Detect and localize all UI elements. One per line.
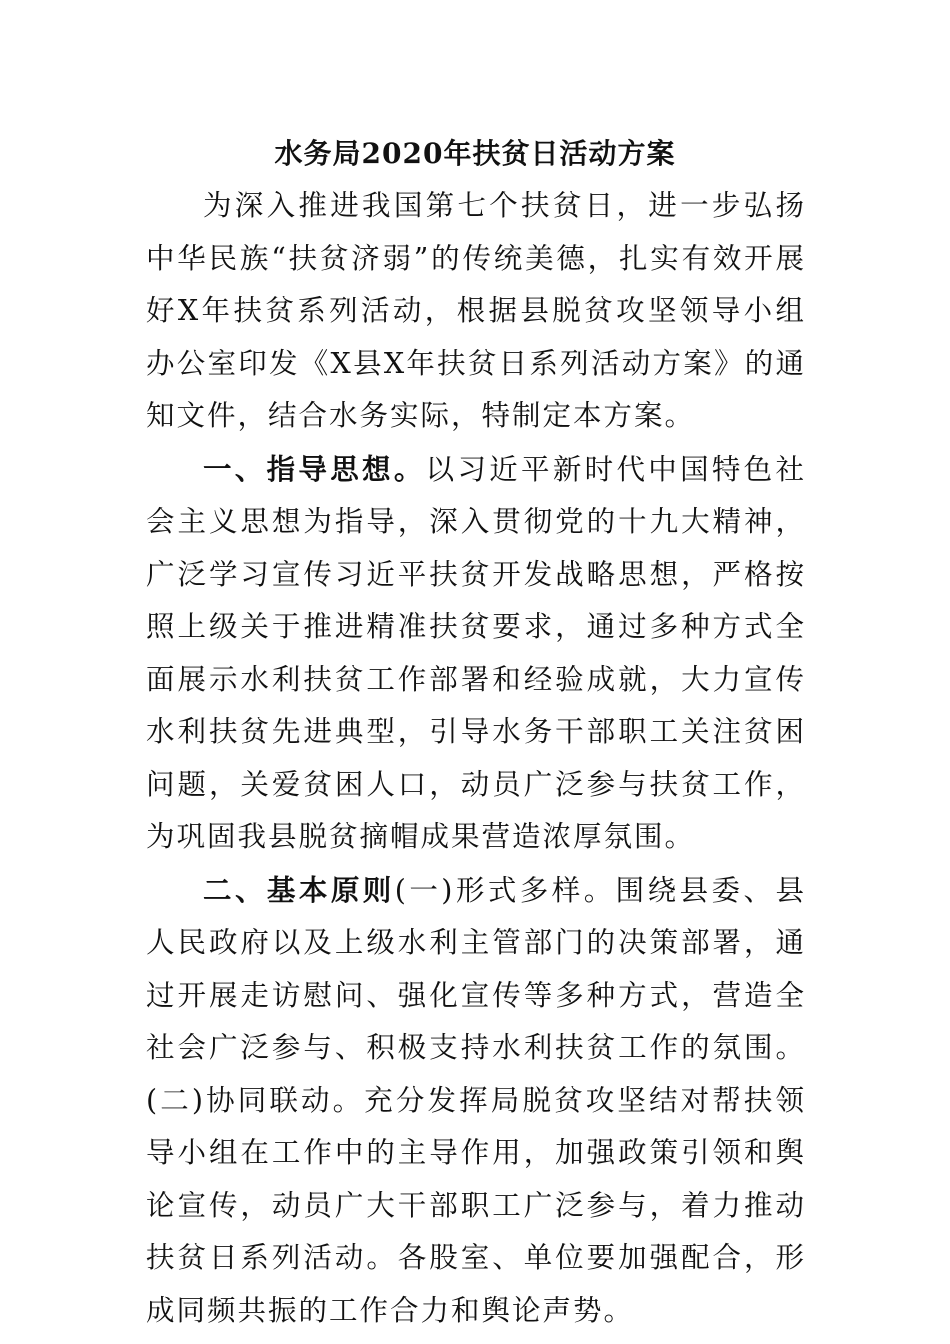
paragraph-guiding-ideology	[146, 443, 806, 864]
paragraph-basic-principles	[146, 864, 806, 1338]
document-body	[146, 180, 806, 1337]
paragraph-basic-principles-text: (一)形式多样。围绕县委、县人民政府以及上级水利主管部门的决策部署，通过开展走访慰问、强化宣传等多种方式，营造全社会广泛参与、积极支持水利扶贫工作的氛围。(二)协同联动。充分发挥局脱贫攻坚结对帮扶领导小组在工作中的主导作用，加强政策引领和舆论宣传，动员广大干部职工广泛参与，着力推动扶贫日系列活动。各股室、单位要加强配合，形成同频共振的工作合力和舆论声势。	[146, 873, 806, 1327]
section-heading-basic-principles: 二、基本原则	[203, 872, 395, 907]
section-heading-guiding-ideology: 一、指导思想。	[203, 451, 426, 486]
document-title: 水务局2020年扶贫日活动方案	[274, 137, 676, 170]
paragraph-guiding-ideology-text: 以习近平新时代中国特色社会主义思想为指导，深入贯彻党的十九大精神，广泛学习宣传习近平扶贫开发战略思想，严格按照上级关于推进精准扶贫要求，通过多种方式全面展示水利扶贫工作部署和经验成就，大力宣传水利扶贫先进典型，引导水务干部职工关注贫困问题，关爱贫困人口，动员广泛参与扶贫工作，为巩固我县脱贫摘帽成果营造浓厚氛围。	[146, 452, 806, 853]
paragraph-intro	[146, 180, 806, 443]
paragraph-intro-text: 为深入推进我国第七个扶贫日，进一步弘扬中华民族“扶贫济弱”的传统美德，扎实有效开展好X年扶贫系列活动，根据县脱贫攻坚领导小组办公室印发《X县X年扶贫日系列活动方案》的通知文件，结合水务实际，特制定本方案。	[146, 189, 806, 432]
